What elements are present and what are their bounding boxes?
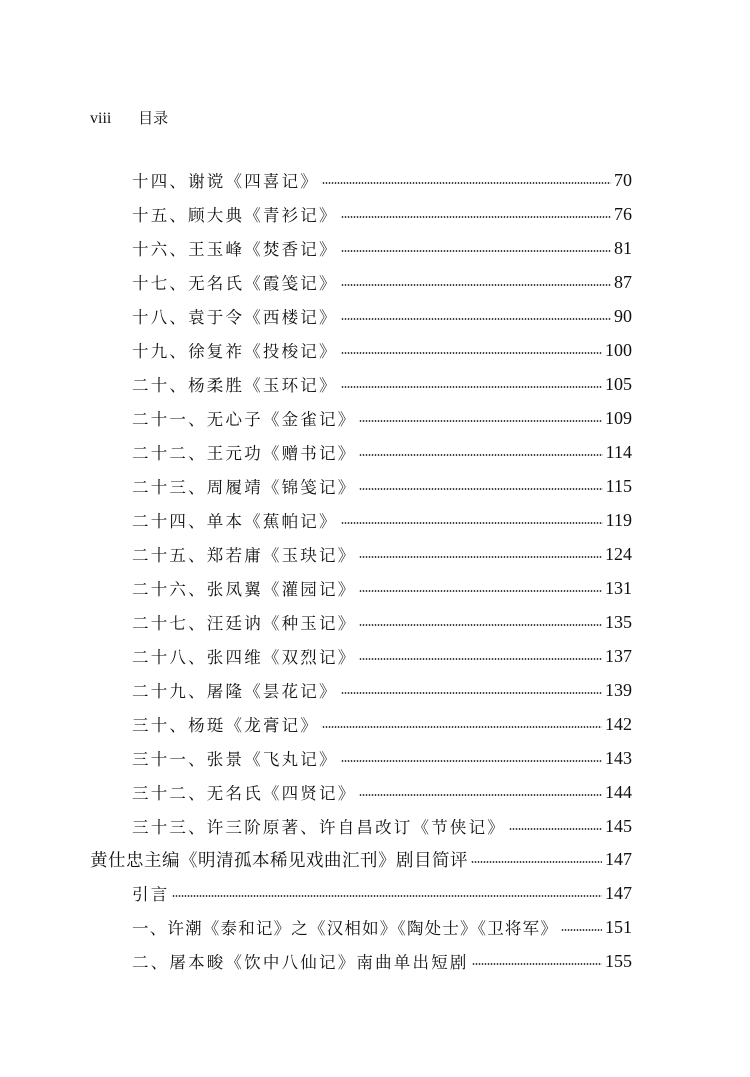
toc-entry[interactable] <box>132 948 632 974</box>
dot-leader <box>341 318 611 320</box>
toc-entry-page: 81 <box>614 237 632 258</box>
toc-entry-page: 135 <box>605 611 632 632</box>
dot-leader <box>359 420 602 422</box>
toc-entry-page: 76 <box>614 203 632 224</box>
toc-entry[interactable] <box>132 473 632 499</box>
dot-leader <box>172 895 602 897</box>
dot-leader <box>341 216 611 218</box>
toc-section-title: 黄仕忠主编《明清孤本稀见戏曲汇刊》剧目简评 <box>90 850 468 871</box>
toc-entry[interactable] <box>132 575 632 601</box>
toc-entry-title: 二十九、屠隆《昙花记》 <box>132 682 338 701</box>
toc-entry-page: 124 <box>605 543 632 564</box>
toc-entry-page: 155 <box>605 950 632 971</box>
toc-entry[interactable] <box>132 167 632 193</box>
toc-entry-title: 十七、无名氏《霞笺记》 <box>132 274 338 293</box>
toc-entry[interactable] <box>132 439 632 465</box>
toc-entry-title: 二十八、张四维《双烈记》 <box>132 648 357 667</box>
dot-leader <box>341 284 611 286</box>
dot-leader <box>341 760 602 762</box>
toc-entry[interactable] <box>132 914 632 940</box>
toc-entry-page: 115 <box>605 475 632 496</box>
toc-entry-page: 105 <box>605 373 632 394</box>
toc-entry[interactable] <box>132 269 632 295</box>
dot-leader <box>341 352 602 354</box>
toc-entry-page: 87 <box>614 271 632 292</box>
dot-leader <box>341 692 602 694</box>
toc-entry-title: 十五、顾大典《青衫记》 <box>132 206 338 225</box>
toc-entry[interactable] <box>132 711 632 737</box>
toc-entry[interactable] <box>132 880 632 906</box>
toc-entry-page: 70 <box>614 169 632 190</box>
dot-leader <box>471 861 602 863</box>
dot-leader <box>472 963 602 965</box>
toc-entry-title: 二十一、无心子《金雀记》 <box>132 410 357 429</box>
toc-entry-page: 139 <box>605 679 632 700</box>
toc-entry-page: 143 <box>605 747 632 768</box>
page-number: viii <box>90 110 112 127</box>
toc-entry[interactable] <box>132 745 632 771</box>
toc-entry-page: 131 <box>605 577 632 598</box>
toc-entry-title: 十八、袁于令《西楼记》 <box>132 308 338 327</box>
dot-leader <box>341 522 603 524</box>
toc-entry-page: 90 <box>614 305 632 326</box>
toc-entry-page: 114 <box>605 441 632 462</box>
toc-entry-title: 一、许潮《泰和记》之《汉相如》《陶处士》《卫将军》 <box>132 919 558 938</box>
toc-entry[interactable] <box>132 507 632 533</box>
toc-entry-title: 二十、杨柔胜《玉环记》 <box>132 376 338 395</box>
toc-entry[interactable] <box>132 303 632 329</box>
running-header <box>90 108 168 129</box>
toc-entry[interactable] <box>132 201 632 227</box>
toc-entry[interactable] <box>132 643 632 669</box>
toc-entry-page: 109 <box>605 407 632 428</box>
toc-section[interactable] <box>90 846 632 872</box>
toc-entry[interactable] <box>132 337 632 363</box>
toc-entry[interactable] <box>132 371 632 397</box>
toc-section-page: 147 <box>605 848 632 869</box>
dot-leader <box>509 828 602 830</box>
dot-leader <box>359 488 602 490</box>
toc-entry[interactable] <box>132 779 632 805</box>
toc-entry-page: 147 <box>605 882 632 903</box>
toc-entry-title: 十六、王玉峰《焚香记》 <box>132 240 338 259</box>
toc-entry-title: 二十二、王元功《赠书记》 <box>132 444 357 463</box>
dot-leader <box>341 386 602 388</box>
toc-entry-title: 二十四、单本《蕉帕记》 <box>132 512 338 531</box>
toc-entry-title: 二十六、张凤翼《灌园记》 <box>132 580 357 599</box>
dot-leader <box>359 794 602 796</box>
toc-entry-title: 十九、徐复祚《投梭记》 <box>132 342 338 361</box>
running-title: 目录 <box>138 109 169 127</box>
toc-entry-title: 三十三、许三阶原著、许自昌改订《节侠记》 <box>132 818 506 837</box>
dot-leader <box>561 929 602 931</box>
toc-entry-page: 119 <box>605 509 632 530</box>
dot-leader <box>322 726 602 728</box>
toc-entry-title: 十四、谢谠《四喜记》 <box>132 172 319 191</box>
dot-leader <box>359 624 602 626</box>
dot-leader <box>359 590 602 592</box>
toc-entry-title: 三十二、无名氏《四贤记》 <box>132 784 357 803</box>
toc-entry[interactable] <box>132 813 632 839</box>
toc-entry[interactable] <box>132 677 632 703</box>
toc-entry-page: 137 <box>605 645 632 666</box>
toc-entry-page: 145 <box>605 815 632 836</box>
toc-entry[interactable] <box>132 609 632 635</box>
toc-entry-title: 三十、杨珽《龙膏记》 <box>132 716 319 735</box>
dot-leader <box>359 454 602 456</box>
toc-entry-title: 二十三、周履靖《锦笺记》 <box>132 478 357 497</box>
toc-entry-title: 二十五、郑若庸《玉玦记》 <box>132 546 357 565</box>
toc-entry-title: 三十一、张景《飞丸记》 <box>132 750 338 769</box>
dot-leader <box>341 250 611 252</box>
dot-leader <box>322 182 611 184</box>
dot-leader <box>359 658 602 660</box>
toc-entry-title: 引言 <box>132 885 170 904</box>
toc-entry-title: 二十七、汪廷讷《种玉记》 <box>132 614 357 633</box>
toc-entry-page: 100 <box>605 339 632 360</box>
toc-entry-page: 144 <box>605 781 632 802</box>
toc-entry-page: 142 <box>605 713 632 734</box>
toc-entry[interactable] <box>132 235 632 261</box>
toc-entry[interactable] <box>132 541 632 567</box>
toc-entry-page: 151 <box>605 916 632 937</box>
dot-leader <box>359 556 602 558</box>
toc-entry-title: 二、屠本畯《饮中八仙记》南曲单出短剧 <box>132 953 469 972</box>
toc-entry[interactable] <box>132 405 632 431</box>
